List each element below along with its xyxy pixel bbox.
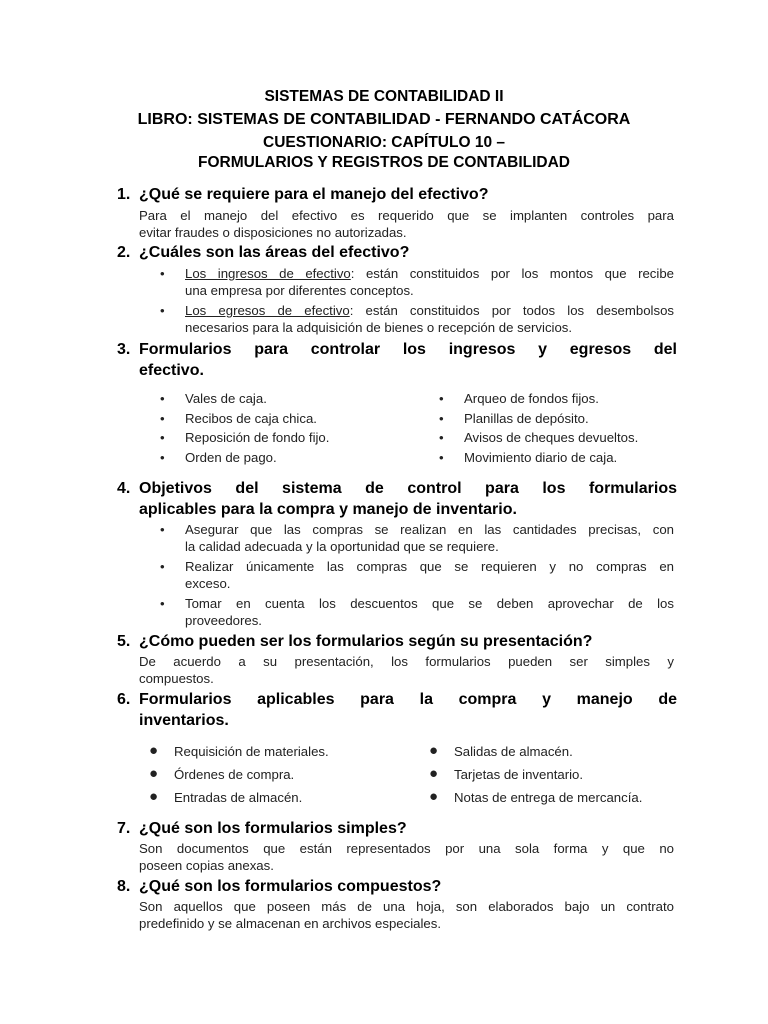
question-title: inventarios.: [139, 712, 229, 729]
definition: : están constituidos por los montos que recibe: [350, 266, 675, 281]
question-title: efectivo.: [139, 362, 204, 379]
question-title: Formularios aplicables para la compra y manejo de: [139, 691, 677, 708]
list-item: ● Tarjetas de inventario.: [429, 765, 584, 782]
list-item: [160, 265, 674, 299]
bullet-icon: •: [439, 391, 444, 406]
list-item: • Arqueo de fondos fijos.: [439, 391, 599, 406]
course-title: SISTEMAS DE CONTABILIDAD II: [264, 88, 504, 105]
question-title: ¿Qué se requiere para el manejo del efectivo?: [139, 186, 489, 203]
bullet-icon: •: [160, 559, 165, 574]
bullet-icon: •: [439, 450, 444, 465]
question-5: [117, 631, 677, 652]
book-title: LIBRO: SISTEMAS DE CONTABILIDAD - FERNANDO CATÁCORA: [137, 111, 631, 128]
question-7: [117, 818, 677, 839]
question-4: [117, 478, 677, 499]
question-6-line2: [117, 710, 677, 731]
list-item: ● Entradas de almacén.: [149, 788, 303, 805]
question-title: ¿Cuáles son las áreas del efectivo?: [139, 244, 410, 261]
list-item: • Asegurar que las compras se realizan en las cantidades precisas, con la calidad adecuada y la oportunidad que se requiere.: [160, 522, 674, 554]
list-item: • Orden de pago.: [160, 450, 277, 465]
list-item: • Tomar en cuenta los descuentos que se deben aprovechar de los proveedores.: [160, 596, 674, 628]
question-number: 5.: [117, 633, 131, 650]
definition: : están constituidos por todos los desembolsos: [349, 303, 674, 318]
question-title: ¿Qué son los formularios simples?: [139, 820, 407, 837]
bullet-icon: •: [160, 522, 165, 537]
question-title: ¿Cómo pueden ser los formularios según su presentación?: [139, 633, 593, 650]
bullet-icon: •: [160, 266, 165, 281]
list-item: • Vales de caja.: [160, 391, 267, 406]
list-item: • Planillas de depósito.: [439, 411, 589, 426]
question-number: 1.: [117, 186, 131, 203]
bullet-icon: •: [439, 430, 444, 445]
list-item: • Realizar únicamente las compras que se requieren y no compras en exceso.: [160, 559, 674, 591]
answer-1: [139, 207, 674, 241]
question-6: [117, 689, 677, 710]
list-item: ● Salidas de almacén.: [429, 742, 573, 759]
question-3: [117, 339, 677, 360]
bullet-icon: ●: [429, 765, 439, 782]
bullet-icon: •: [439, 411, 444, 426]
question-number: 6.: [117, 691, 131, 708]
bullet-icon: •: [160, 596, 165, 611]
bullet-icon: ●: [149, 788, 159, 805]
question-title: Objetivos del sistema de control para los formularios: [139, 480, 677, 497]
question-8: [117, 876, 677, 897]
bullet-icon: ●: [429, 788, 439, 805]
bullet-icon: •: [160, 450, 165, 465]
list-item: ● Órdenes de compra.: [149, 765, 295, 782]
question-title: Formularios para controlar los ingresos y egresos del: [139, 341, 677, 358]
definition-line: una empresa por diferentes conceptos.: [185, 283, 414, 298]
question-1: [117, 184, 677, 205]
bullet-icon: ●: [429, 742, 439, 759]
bullet-icon: •: [160, 430, 165, 445]
bullet-icon: ●: [149, 742, 159, 759]
list-item: • Avisos de cheques devueltos.: [439, 430, 639, 445]
answer-8: Son aquellos que poseen más de una hoja, son elaborados bajo un contrato predefinido y se almacenan en archivos especiales.: [139, 899, 674, 931]
bullet-icon: •: [160, 411, 165, 426]
bullet-icon: ●: [149, 765, 159, 782]
question-2: [117, 242, 677, 263]
answer-5: De acuerdo a su presentación, los formularios pueden ser simples y compuestos.: [139, 654, 674, 686]
question-number: 2.: [117, 244, 131, 261]
question-title: ¿Qué son los formularios compuestos?: [139, 878, 442, 895]
definition-line: necesarios para la adquisición de bienes o recepción de servicios.: [185, 320, 573, 335]
questionnaire-title: CUESTIONARIO: CAPÍTULO 10 –: [263, 134, 505, 151]
list-item: • Recibos de caja chica.: [160, 411, 317, 426]
bullet-icon: •: [160, 391, 165, 406]
list-item: ● Requisición de materiales.: [149, 742, 329, 759]
answer-7: Son documentos que están representados por una sola forma y que no poseen copias anexas.: [139, 841, 674, 873]
term: Los egresos de efectivo: [185, 303, 350, 318]
question-4-line2: [117, 499, 677, 520]
answer-line: Para el manejo del efectivo es requerido que se implanten controles para: [139, 208, 674, 223]
term: Los ingresos de efectivo: [185, 266, 351, 281]
answer-line: evitar fraudes o disposiciones no autorizadas.: [139, 225, 407, 240]
list-item: ● Notas de entrega de mercancía.: [429, 788, 643, 805]
question-number: 4.: [117, 480, 131, 497]
question-3-line2: [117, 360, 677, 381]
question-number: 8.: [117, 878, 131, 895]
bullet-icon: •: [160, 303, 165, 318]
list-item: • Movimiento diario de caja.: [439, 450, 618, 465]
list-item: • Reposición de fondo fijo.: [160, 430, 330, 445]
question-title: aplicables para la compra y manejo de inventario.: [139, 501, 517, 518]
question-number: 3.: [117, 341, 131, 358]
chapter-title: FORMULARIOS Y REGISTROS DE CONTABILIDAD: [197, 154, 570, 171]
question-number: 7.: [117, 820, 131, 837]
list-item: [160, 302, 674, 336]
